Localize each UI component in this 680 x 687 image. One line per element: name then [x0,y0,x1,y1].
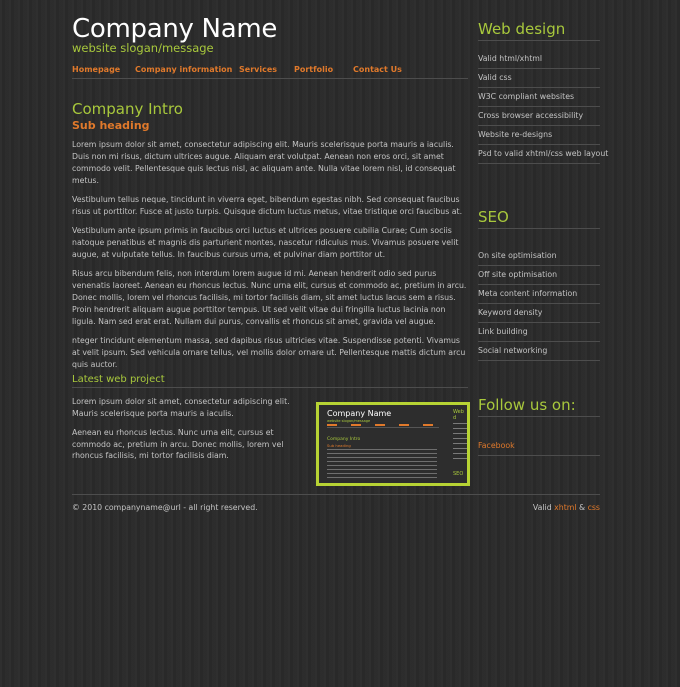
sidebar-item-w3c[interactable]: W3C compliant websites [478,88,600,107]
intro-paragraph: nteger tincidunt elementum massa, sed dapibus risus ultricies vitae. Suspendisse potenti. Vivamus at velit ipsum. Sed vehicula ornare tellus, vel mollis dolor ornare ut. Pellentesque mattis dictum arcu quis auctor. [72,336,466,369]
thumbnail-nav [327,424,439,426]
sidebar-item-social-networking[interactable]: Social networking [478,342,600,361]
site-logo[interactable] [72,14,277,55]
nav-item-services[interactable]: Services [239,65,278,74]
sidebar-item-cross-browser[interactable]: Cross browser accessibility [478,107,600,126]
latest-project-heading: Latest web project [72,374,468,388]
sidebar-item-on-site[interactable]: On site optimisation [478,247,600,266]
latest-project-paragraph: Aenean eu rhoncus lectus. Nunc urna elit, cursus et commodo ac, pretium in arcu. Donec mollis, lorem vel rhoncus facilisis, mi tortor facilisis diam. [72,428,284,460]
sidebar-heading-follow: Follow us on: [478,396,600,417]
css-link[interactable]: css [587,503,600,512]
sub-heading: Sub heading [72,119,150,132]
intro-paragraph: Lorem ipsum dolor sit amet, consectetur adipiscing elit. Mauris scelerisque porta mauris a iaculis. Duis non mi risus, dictum ultrices augue. Aliquam erat volutpat. Aenean non eros orci, sit amet commodo velit. Pellentesque quis lectus nisl, ac aliquam ante. Nulla vitae lorem nisl, id consequat metus. [72,140,456,185]
thumbnail-seo: SEO [453,471,464,477]
ampersand: & [579,503,586,512]
sidebar-heading-web-design: Web design [478,20,600,41]
intro-paragraph: Vestibulum tellus neque, tincidunt in viverra eget, bibendum egestas nibh. Sed consequat faucibus risus ut porttitor. Fusce at justo turpis. Quisque dictum luctus metus, vitae tristique orci faucibus at. [72,195,463,216]
sidebar-item-valid-css[interactable]: Valid css [478,69,600,88]
sidebar-item-meta-content[interactable]: Meta content information [478,285,600,304]
sidebar-item-keyword-density[interactable]: Keyword density [478,304,600,323]
main-content [72,100,468,378]
company-name[interactable]: Company Name [72,14,278,44]
latest-project-text [72,396,308,470]
thumbnail-side-title: Web d [453,409,464,421]
sidebar-item-valid-html[interactable]: Valid html/xhtml [478,50,600,69]
thumbnail-company-name: Company Name [327,409,392,418]
copyright-text: © 2010 companyname@url - all right reserved. [72,503,258,512]
sidebar-seo [478,208,600,361]
validation-links [533,503,600,512]
thumbnail-divider [327,427,439,428]
sidebar-item-off-site[interactable]: Off site optimisation [478,266,600,285]
thumbnail-text-lines [327,449,437,479]
intro-paragraph: Vestibulum ante ipsum primis in faucibus orci luctus et ultrices posuere cubilia Curae; Cum sociis natoque penatibus et magnis dis parturient montes, nascetur ridiculus mus. Vivamus posuere velit augue, at vulputate tellus. In faucibus cursus urna, et pulvinar diam porttitor ut. [72,226,459,259]
site-slogan: website slogan/message [72,41,214,55]
nav-item-portfolio[interactable]: Portfolio [294,65,334,74]
thumbnail-side-lines [453,423,467,463]
intro-paragraph: Risus arcu bibendum felis, non interdum lorem augue id mi. Aenean hendrerit odio sed purus venenatis laoreet. Aenean eu rhoncus lectus. Nunc urna elit, cursus et commodo ac, pretium in arcu. Donec mollis, lorem vel rhoncus facilisis, mi tortor facilisis diam, sit amet luctus lacus sem a risus. Proin hendrerit aliquam augue porttitor tempus. Ut sed velit vitae dui fringilla luctus lacinia non ligula. Nam sed erat erat. Nullam dui purus, convallis et rhoncus sit amet, gravida vel augue. [72,269,467,326]
sidebar-web-design [478,20,609,164]
thumbnail-sub: Sub heading [327,443,351,448]
nav-item-homepage[interactable]: Homepage [72,65,121,74]
nav-item-contact-us[interactable]: Contact Us [353,65,402,74]
sidebar-item-psd-to-xhtml[interactable]: Psd to valid xhtml/css web layout [478,145,600,164]
sidebar-follow [478,396,600,456]
sidebar-item-redesigns[interactable]: Website re-designs [478,126,600,145]
sidebar-link-facebook[interactable]: Facebook [478,437,600,456]
xhtml-link[interactable]: xhtml [554,503,577,512]
footer [72,494,600,512]
main-nav [72,65,468,79]
nav-item-company-information[interactable]: Company information [135,65,233,74]
latest-project-thumbnail[interactable] [316,402,470,486]
sidebar-heading-seo: SEO [478,208,600,229]
page-title: Company Intro [72,100,183,118]
sidebar-item-link-building[interactable]: Link building [478,323,600,342]
valid-label: Valid [532,503,552,512]
thumbnail-intro: Company Intro [327,437,361,442]
thumbnail-slogan: website slogan/message [327,419,371,423]
latest-project-paragraph: Lorem ipsum dolor sit amet, consectetur adipiscing elit. Mauris scelerisque porta mauris a iaculis. [72,397,290,418]
